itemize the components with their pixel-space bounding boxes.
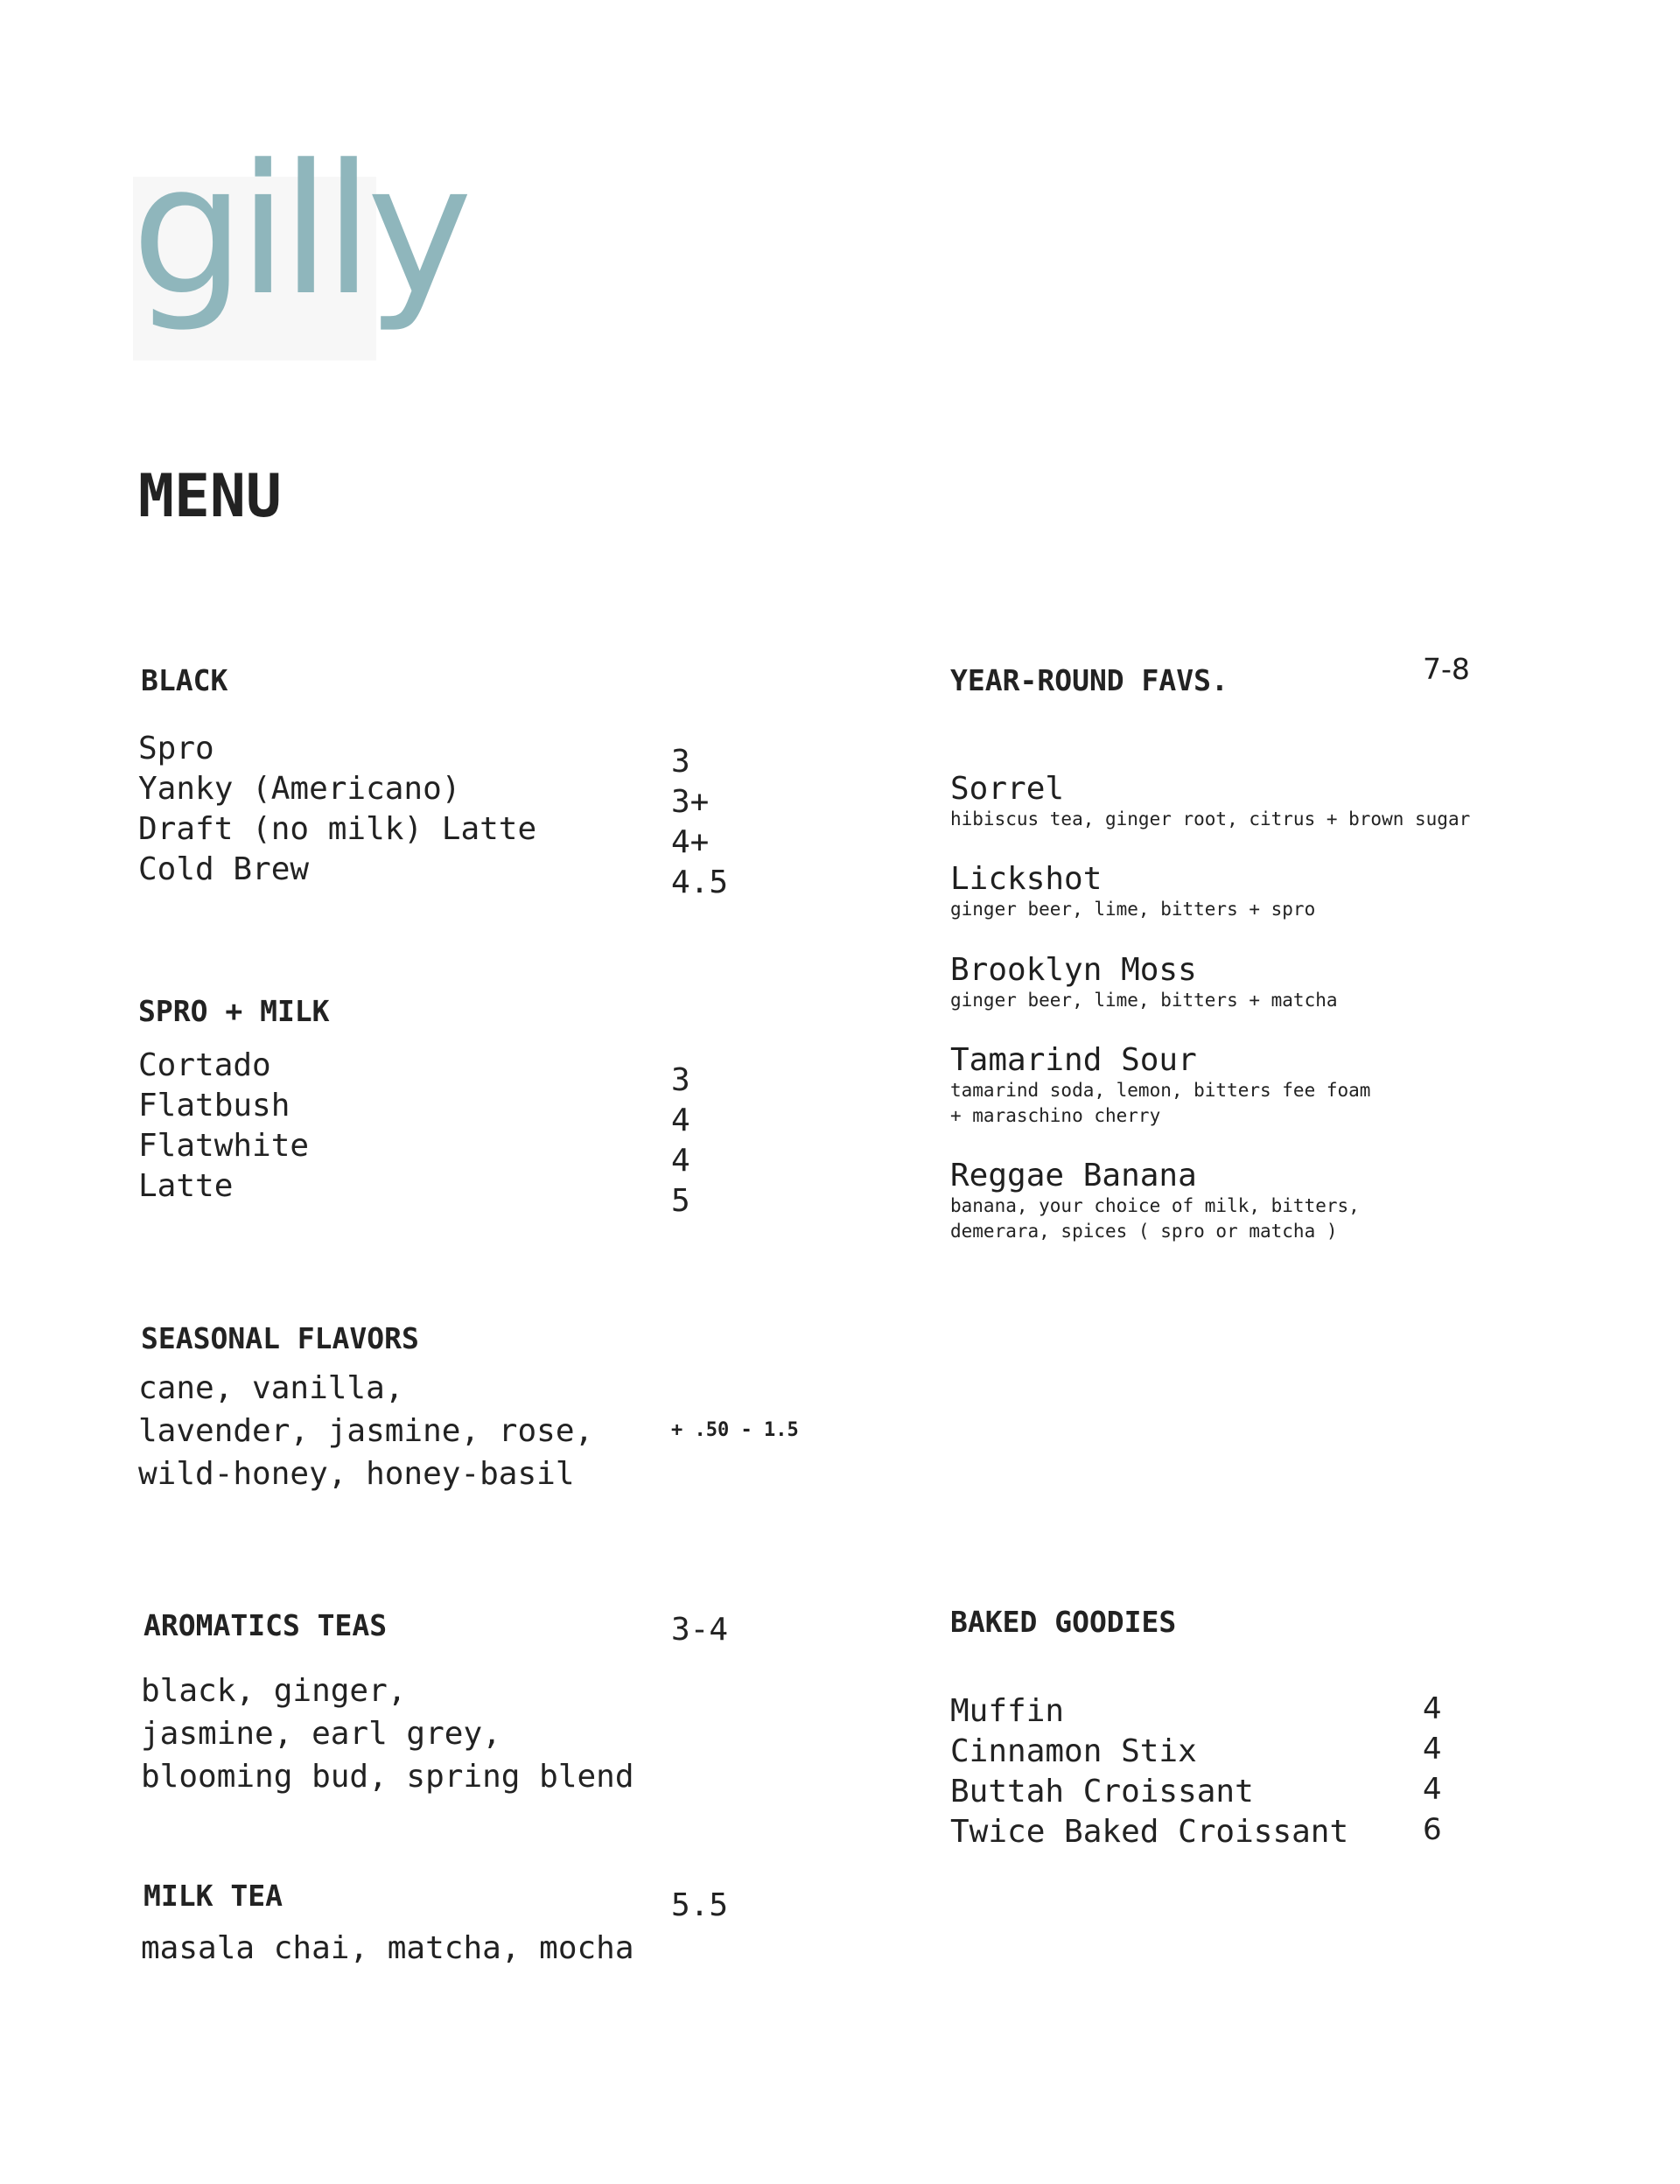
black-prices bbox=[671, 742, 728, 903]
tea-line: black, ginger, bbox=[141, 1673, 407, 1709]
menu-item-name: Cortado bbox=[138, 1047, 271, 1083]
fav-item-tamarind-sour bbox=[950, 1043, 1370, 1129]
aromatics-price: 3-4 bbox=[671, 1612, 729, 1648]
section-title-milk-tea: MILK TEA bbox=[144, 1879, 283, 1913]
flavor-line: wild-honey, honey-basil bbox=[138, 1456, 575, 1492]
menu-item-price: 4 bbox=[1423, 1732, 1442, 1767]
flavor-line: cane, vanilla, bbox=[138, 1370, 404, 1406]
section-title-seasonal: SEASONAL FLAVORS bbox=[141, 1321, 419, 1355]
fav-item-sorrel bbox=[950, 772, 1470, 832]
spro-milk-items bbox=[138, 1046, 309, 1207]
section-title-black: BLACK bbox=[141, 663, 228, 697]
fav-item-brooklyn-moss bbox=[950, 953, 1338, 1013]
menu-item-name: Latte bbox=[138, 1168, 234, 1204]
menu-item-price: 3+ bbox=[671, 784, 710, 820]
milk-tea-price: 5.5 bbox=[671, 1887, 729, 1923]
menu-item-price: 3 bbox=[671, 744, 690, 780]
menu-item-price: 4 bbox=[1423, 1772, 1442, 1807]
menu-item-price: 3 bbox=[671, 1062, 690, 1098]
menu-item-name: Flatbush bbox=[138, 1088, 290, 1124]
menu-item-name: Spro bbox=[138, 731, 214, 766]
fav-item-desc: banana, your choice of milk, bitters, bbox=[950, 1195, 1360, 1216]
spro-milk-prices bbox=[671, 1060, 690, 1222]
flavor-line: lavender, jasmine, rose, bbox=[138, 1413, 594, 1449]
fav-item-reggae-banana bbox=[950, 1158, 1360, 1244]
menu-item-name: Cold Brew bbox=[138, 851, 310, 887]
black-items bbox=[138, 729, 536, 890]
menu-item-price: 5 bbox=[671, 1183, 690, 1219]
menu-item-name: Twice Baked Croissant bbox=[950, 1814, 1349, 1850]
menu-item-name: Draft (no milk) Latte bbox=[138, 811, 537, 847]
section-title-spro-milk: SPRO + MILK bbox=[138, 994, 330, 1028]
menu-item-name: Yanky (Americano) bbox=[138, 771, 461, 807]
fav-item-lickshot bbox=[950, 862, 1315, 922]
menu-item-price: 4 bbox=[1423, 1691, 1442, 1726]
menu-item-price: 4 bbox=[671, 1143, 690, 1179]
milk-tea-line: masala chai, matcha, mocha bbox=[141, 1930, 634, 1966]
seasonal-price: + .50 - 1.5 bbox=[671, 1419, 799, 1441]
seasonal-flavors bbox=[138, 1368, 593, 1497]
menu-item-name: Cinnamon Stix bbox=[950, 1733, 1197, 1769]
page-title: MENU bbox=[138, 462, 282, 531]
fav-item-desc: ginger beer, lime, bitters + spro bbox=[950, 899, 1316, 920]
section-title-aromatics: AROMATICS TEAS bbox=[144, 1608, 388, 1642]
fav-item-name: Sorrel bbox=[950, 771, 1065, 807]
logo-text: gilly bbox=[131, 127, 466, 335]
menu-item-name: Buttah Croissant bbox=[950, 1774, 1254, 1810]
fav-item-name: Brooklyn Moss bbox=[950, 952, 1197, 988]
menu-item-price: 6 bbox=[1423, 1812, 1442, 1847]
menu-item-name: Flatwhite bbox=[138, 1128, 310, 1164]
fav-item-desc: ginger beer, lime, bitters + matcha bbox=[950, 990, 1338, 1011]
menu-item-price: 4.5 bbox=[671, 864, 729, 900]
fav-item-name: Lickshot bbox=[950, 861, 1102, 897]
year-round-price: 7-8 bbox=[1423, 652, 1470, 686]
fav-item-desc: demerara, spices ( spro or matcha ) bbox=[950, 1221, 1338, 1242]
aromatics-list bbox=[141, 1671, 634, 1800]
fav-item-name: Tamarind Sour bbox=[950, 1042, 1197, 1078]
menu-item-name: Muffin bbox=[950, 1693, 1065, 1729]
section-title-baked: BAKED GOODIES bbox=[950, 1605, 1177, 1639]
menu-item-price: 4+ bbox=[671, 824, 710, 860]
fav-item-desc: tamarind soda, lemon, bitters fee foam bbox=[950, 1080, 1371, 1101]
menu-item-price: 4 bbox=[671, 1102, 690, 1138]
tea-line: blooming bud, spring blend bbox=[141, 1759, 634, 1795]
section-title-year-round: YEAR-ROUND FAVS. bbox=[950, 663, 1228, 697]
fav-item-name: Reggae Banana bbox=[950, 1158, 1197, 1194]
tea-line: jasmine, earl grey, bbox=[141, 1716, 501, 1752]
baked-prices bbox=[1423, 1689, 1442, 1850]
fav-item-desc: hibiscus tea, ginger root, citrus + brown sugar bbox=[950, 808, 1471, 830]
gilly-logo bbox=[131, 127, 466, 360]
fav-item-desc: + maraschino cherry bbox=[950, 1105, 1161, 1126]
baked-items bbox=[950, 1691, 1348, 1852]
